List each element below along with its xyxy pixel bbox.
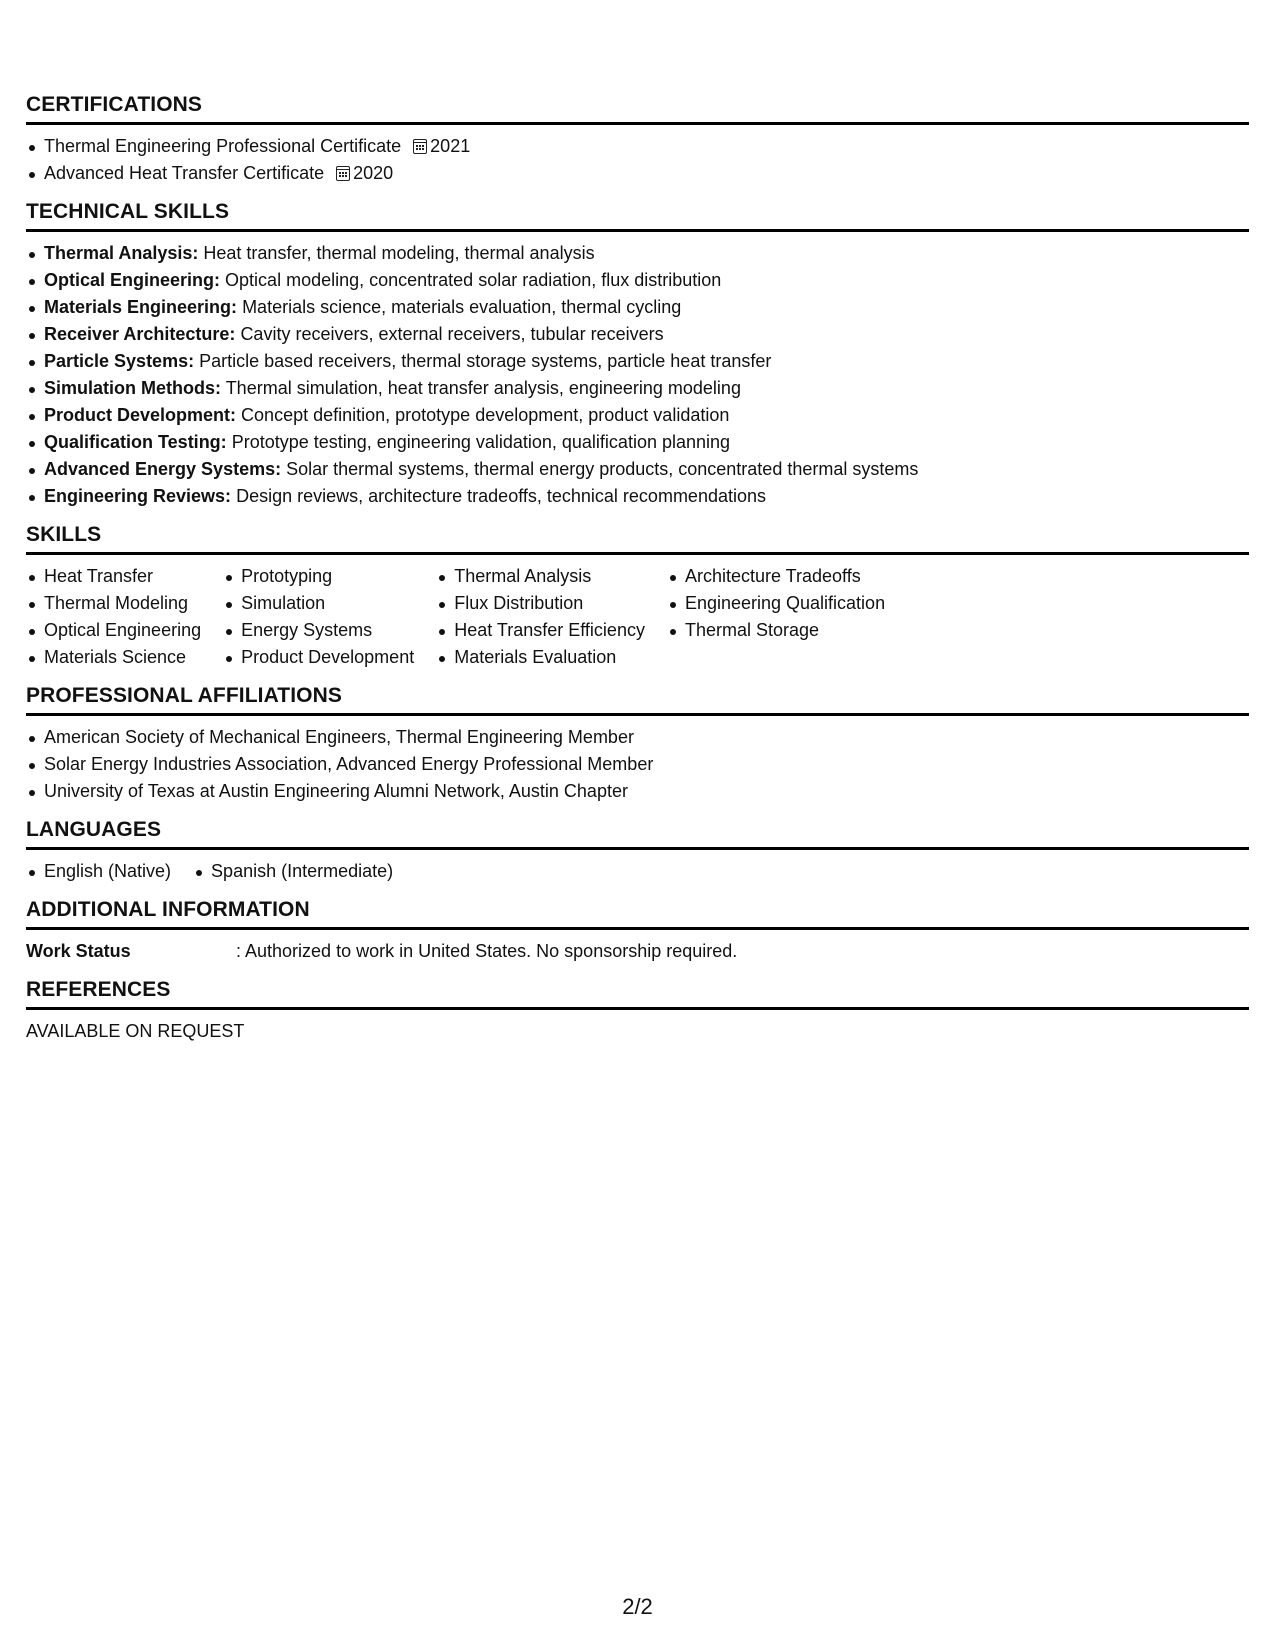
skill-item: Materials Science <box>26 644 201 671</box>
section-divider <box>26 229 1249 232</box>
technical-skill-details: Prototype testing, engineering validation, qualification planning <box>231 432 731 452</box>
technical-skill-details: Materials science, materials evaluation, thermal cycling <box>242 297 682 317</box>
technical-skill-item <box>26 483 1249 510</box>
certification-name: Advanced Heat Transfer Certificate <box>44 163 325 183</box>
technical-skill-details: Heat transfer, thermal modeling, thermal analysis <box>203 243 595 263</box>
section-divider <box>26 847 1249 850</box>
affiliations-list <box>26 724 1249 805</box>
technical-skill-details: Cavity receivers, external receivers, tubular receivers <box>240 324 664 344</box>
certification-year: 2021 <box>430 136 471 156</box>
section-divider <box>26 927 1249 930</box>
technical-skills-section <box>26 199 1249 510</box>
skills-column <box>667 563 885 671</box>
technical-skill-details: Design reviews, architecture tradeoffs, technical recommendations <box>236 486 766 506</box>
affiliation-item: American Society of Mechanical Engineers, Thermal Engineering Member <box>26 724 1249 751</box>
certification-year: 2020 <box>353 163 394 183</box>
certification-name: Thermal Engineering Professional Certificate <box>44 136 402 156</box>
additional-info-heading: ADDITIONAL INFORMATION <box>26 898 310 921</box>
technical-skill-category: Qualification Testing: <box>44 432 227 452</box>
technical-skill-category: Materials Engineering: <box>44 297 238 317</box>
technical-skill-details: Solar thermal systems, thermal energy products, concentrated thermal systems <box>286 459 919 479</box>
calendar-icon <box>413 139 427 154</box>
page-number: 2/2 <box>622 1594 653 1619</box>
technical-skill-item <box>26 240 1249 267</box>
languages-section <box>26 817 1249 885</box>
references-text: AVAILABLE ON REQUEST <box>26 1021 245 1041</box>
skill-item: Simulation <box>223 590 414 617</box>
technical-skills-heading: TECHNICAL SKILLS <box>26 200 230 223</box>
technical-skill-category: Receiver Architecture: <box>44 324 236 344</box>
skill-item: Engineering Qualification <box>667 590 885 617</box>
skill-item: Thermal Storage <box>667 617 885 644</box>
certifications-section <box>26 92 1249 187</box>
work-status-value: : Authorized to work in United States. No sponsorship required. <box>236 941 738 961</box>
references-heading: REFERENCES <box>26 978 171 1001</box>
technical-skill-details: Thermal simulation, heat transfer analysis, engineering modeling <box>225 378 741 398</box>
work-status-row <box>26 938 1249 965</box>
affiliation-item: Solar Energy Industries Association, Advanced Energy Professional Member <box>26 751 1249 778</box>
section-divider <box>26 713 1249 716</box>
technical-skill-category: Product Development: <box>44 405 237 425</box>
skill-item: Heat Transfer Efficiency <box>436 617 645 644</box>
skill-item: Flux Distribution <box>436 590 645 617</box>
certifications-heading: CERTIFICATIONS <box>26 93 203 116</box>
technical-skill-category: Thermal Analysis: <box>44 243 199 263</box>
technical-skill-item <box>26 294 1249 321</box>
languages-list <box>26 858 1249 885</box>
technical-skill-item <box>26 267 1249 294</box>
skills-heading: SKILLS <box>26 523 102 546</box>
skill-item: Product Development <box>223 644 414 671</box>
technical-skill-category: Optical Engineering: <box>44 270 221 290</box>
languages-heading: LANGUAGES <box>26 818 162 841</box>
technical-skill-category: Advanced Energy Systems: <box>44 459 282 479</box>
affiliations-section <box>26 683 1249 805</box>
technical-skill-category: Particle Systems: <box>44 351 195 371</box>
affiliation-item: University of Texas at Austin Engineering Alumni Network, Austin Chapter <box>26 778 1249 805</box>
affiliations-heading: PROFESSIONAL AFFILIATIONS <box>26 684 342 707</box>
language-item: Spanish (Intermediate) <box>193 858 393 885</box>
technical-skill-item <box>26 429 1249 456</box>
technical-skill-details: Concept definition, prototype development, product validation <box>241 405 730 425</box>
skills-column <box>436 563 645 671</box>
skill-item: Prototyping <box>223 563 414 590</box>
skill-item: Heat Transfer <box>26 563 201 590</box>
skill-item: Materials Evaluation <box>436 644 645 671</box>
skill-item: Thermal Modeling <box>26 590 201 617</box>
technical-skill-item <box>26 321 1249 348</box>
skills-section <box>26 522 1249 671</box>
section-divider <box>26 1007 1249 1010</box>
technical-skill-details: Optical modeling, concentrated solar radiation, flux distribution <box>225 270 722 290</box>
technical-skill-item <box>26 456 1249 483</box>
technical-skill-category: Simulation Methods: <box>44 378 221 398</box>
references-section <box>26 977 1249 1045</box>
certifications-list <box>26 133 1249 187</box>
technical-skill-item <box>26 402 1249 429</box>
skills-column <box>223 563 414 671</box>
technical-skill-details: Particle based receivers, thermal storage systems, particle heat transfer <box>199 351 772 371</box>
section-divider <box>26 122 1249 125</box>
skills-column <box>26 563 201 671</box>
technical-skill-item <box>26 375 1249 402</box>
skill-item: Energy Systems <box>223 617 414 644</box>
technical-skill-category: Engineering Reviews: <box>44 486 232 506</box>
skill-item: Architecture Tradeoffs <box>667 563 885 590</box>
section-divider <box>26 552 1249 555</box>
technical-skills-list <box>26 240 1249 510</box>
resume-page <box>26 92 1249 1045</box>
additional-info-section <box>26 897 1249 965</box>
certification-item <box>26 160 1249 187</box>
skill-item: Optical Engineering <box>26 617 201 644</box>
certification-item <box>26 133 1249 160</box>
calendar-icon <box>336 166 350 181</box>
skill-item: Thermal Analysis <box>436 563 645 590</box>
technical-skill-item <box>26 348 1249 375</box>
language-item: English (Native) <box>26 858 171 885</box>
skills-grid <box>26 563 1249 671</box>
work-status-label: Work Status <box>26 941 131 961</box>
